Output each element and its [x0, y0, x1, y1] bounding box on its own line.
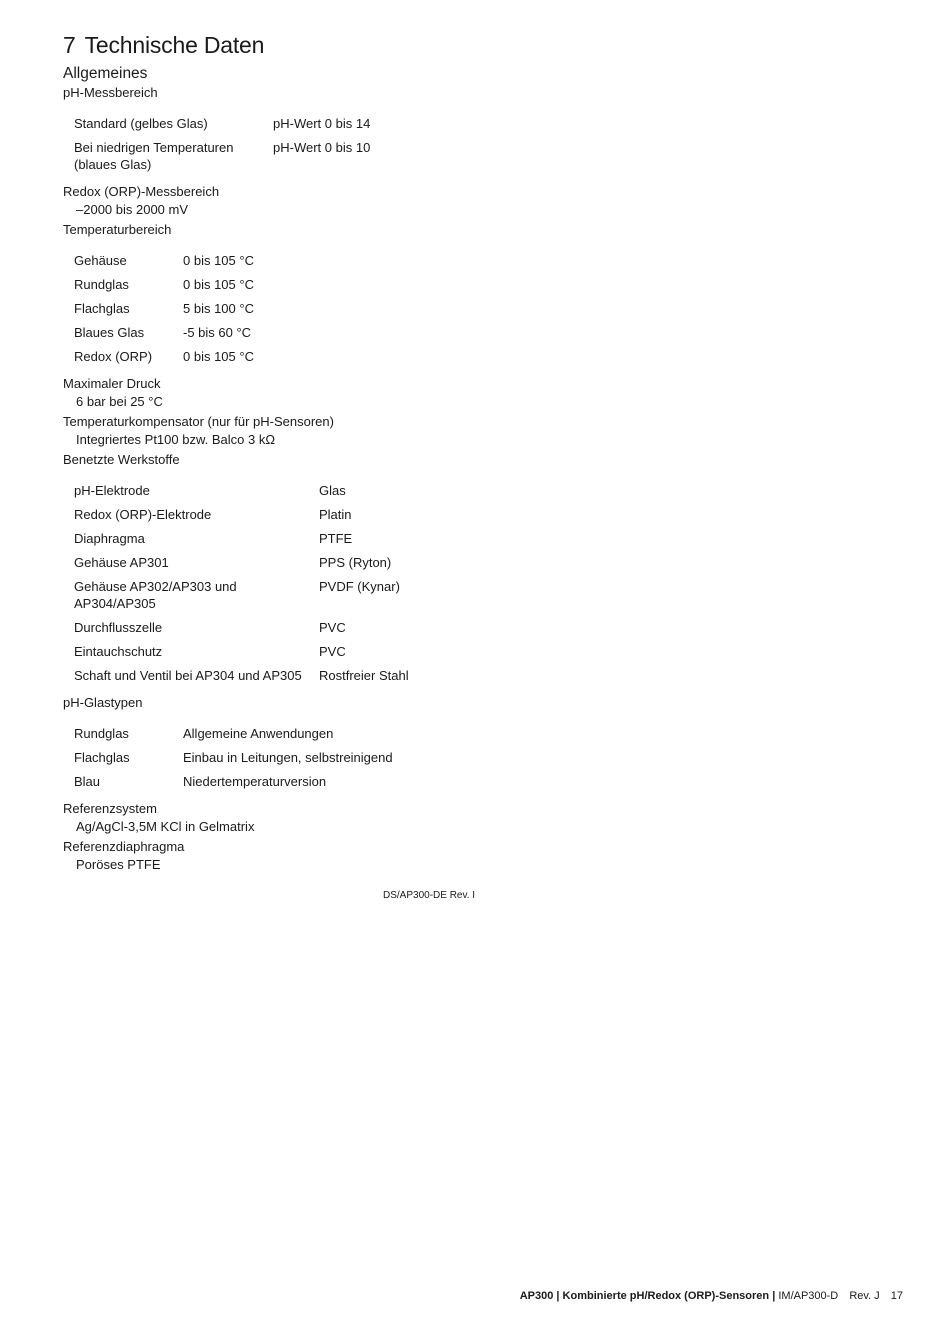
section-title: Allgemeines: [63, 65, 148, 82]
table-row: [67, 551, 417, 575]
row-value: 0 bis 105 °C: [183, 349, 254, 364]
ph-range-block: [63, 84, 903, 177]
row-name: Redox (ORP)-Elektrode: [74, 507, 212, 522]
chapter-number: 7: [63, 32, 76, 58]
table-row: [67, 746, 401, 770]
row-value: Niedertemperaturversion: [183, 774, 327, 789]
materials-label: Benetzte Werkstoffe: [63, 452, 180, 467]
row-name: Flachglas: [74, 301, 130, 316]
table-row: [67, 640, 417, 664]
redox-range-value: –2000 bis 2000 mV: [76, 202, 189, 217]
row-name: Schaft und Ventil bei AP304 und AP305: [74, 668, 302, 683]
table-row: [67, 527, 417, 551]
row-value: pH-Wert 0 bis 10: [273, 140, 371, 155]
chapter-title: Technische Daten: [84, 32, 265, 58]
row-name: Gehäuse AP302/AP303 und AP304/AP305: [74, 579, 237, 611]
table-row: [67, 321, 262, 345]
table-row: [67, 503, 417, 527]
document-page: [63, 30, 903, 876]
table-row: [67, 297, 262, 321]
table-row: [67, 112, 378, 136]
glass-types-table: [67, 722, 401, 794]
ph-range-label: pH-Messbereich: [63, 85, 158, 100]
reference-junction-value: Poröses PTFE: [76, 857, 161, 872]
chapter-heading: [63, 30, 903, 60]
reference-junction-block: [63, 838, 903, 873]
redox-range-block: [63, 183, 903, 218]
materials-block: [63, 451, 903, 688]
table-row: [67, 249, 262, 273]
temp-range-block: [63, 221, 903, 369]
footer-doc: IM/AP300-D: [778, 1290, 839, 1302]
row-value: PVC: [319, 644, 346, 659]
row-value: Platin: [319, 507, 352, 522]
table-row: [67, 616, 417, 640]
reference-system-block: [63, 800, 903, 835]
reference-system-label: Referenzsystem: [63, 801, 157, 816]
max-pressure-label: Maximaler Druck: [63, 376, 161, 391]
glass-types-block: [63, 694, 903, 794]
row-value: 0 bis 105 °C: [183, 277, 254, 292]
row-name: Standard (gelbes Glas): [74, 116, 208, 131]
temp-range-label: Temperaturbereich: [63, 222, 172, 237]
page-footer: [520, 1289, 903, 1303]
temp-range-table: [67, 249, 262, 369]
table-row: [67, 345, 262, 369]
row-value: 5 bis 100 °C: [183, 301, 254, 316]
row-name-text: Bei niedrigen Temperaturen (blaues Glas): [74, 140, 234, 172]
table-row: [67, 136, 378, 177]
row-name: Gehäuse: [74, 253, 127, 268]
table-row: [67, 770, 401, 794]
row-value: Allgemeine Anwendungen: [183, 726, 334, 741]
footer-product: AP300 | Kombinierte pH/Redox (ORP)-Sensoren |: [519, 1290, 776, 1302]
materials-table: [67, 479, 417, 688]
temp-comp-value: Integriertes Pt100 bzw. Balco 3 kΩ: [76, 432, 276, 447]
table-row: [67, 722, 401, 746]
row-name: Diaphragma: [74, 531, 145, 546]
row-value: PPS (Ryton): [319, 555, 392, 570]
row-name: Rundglas: [74, 726, 129, 741]
glass-types-label: pH-Glastypen: [63, 695, 143, 710]
table-row: [67, 664, 417, 688]
max-pressure-block: [63, 375, 903, 410]
row-value: Rostfreier Stahl: [319, 668, 409, 683]
row-name: Rundglas: [74, 277, 129, 292]
table-row: [67, 575, 417, 616]
row-value: PVDF (Kynar): [319, 579, 400, 594]
row-value: 0 bis 105 °C: [183, 253, 254, 268]
row-name: [67, 136, 266, 177]
row-name: Redox (ORP): [74, 349, 153, 364]
ph-range-table: [67, 112, 378, 177]
temp-comp-block: [63, 413, 903, 448]
document-reference: DS/AP300-DE Rev. I: [383, 890, 476, 901]
redox-range-label: Redox (ORP)-Messbereich: [63, 184, 220, 199]
row-name: Durchflusszelle: [74, 620, 163, 635]
footer-rev: Rev. J: [849, 1290, 880, 1302]
row-value: pH-Wert 0 bis 14: [273, 116, 371, 131]
row-value: PVC: [319, 620, 346, 635]
row-value: Glas: [319, 483, 346, 498]
row-value: -5 bis 60 °C: [183, 325, 252, 340]
row-name: Blaues Glas: [74, 325, 145, 340]
max-pressure-value: 6 bar bei 25 °C: [76, 394, 163, 409]
row-name: Gehäuse AP301: [74, 555, 169, 570]
row-name: Flachglas: [74, 750, 130, 765]
row-name: Blau: [74, 774, 101, 789]
page-number: 17: [890, 1290, 903, 1302]
row-value: Einbau in Leitungen, selbstreinigend: [183, 750, 393, 765]
table-row: [67, 273, 262, 297]
reference-junction-label: Referenzdiaphragma: [63, 839, 185, 854]
table-row: [67, 479, 417, 503]
row-name: Eintauchschutz: [74, 644, 163, 659]
row-name: pH-Elektrode: [74, 483, 150, 498]
row-value: PTFE: [319, 531, 353, 546]
reference-system-value: Ag/AgCl-3,5M KCl in Gelmatrix: [76, 819, 255, 834]
temp-comp-label: Temperaturkompensator (nur für pH-Sensoren): [63, 414, 334, 429]
